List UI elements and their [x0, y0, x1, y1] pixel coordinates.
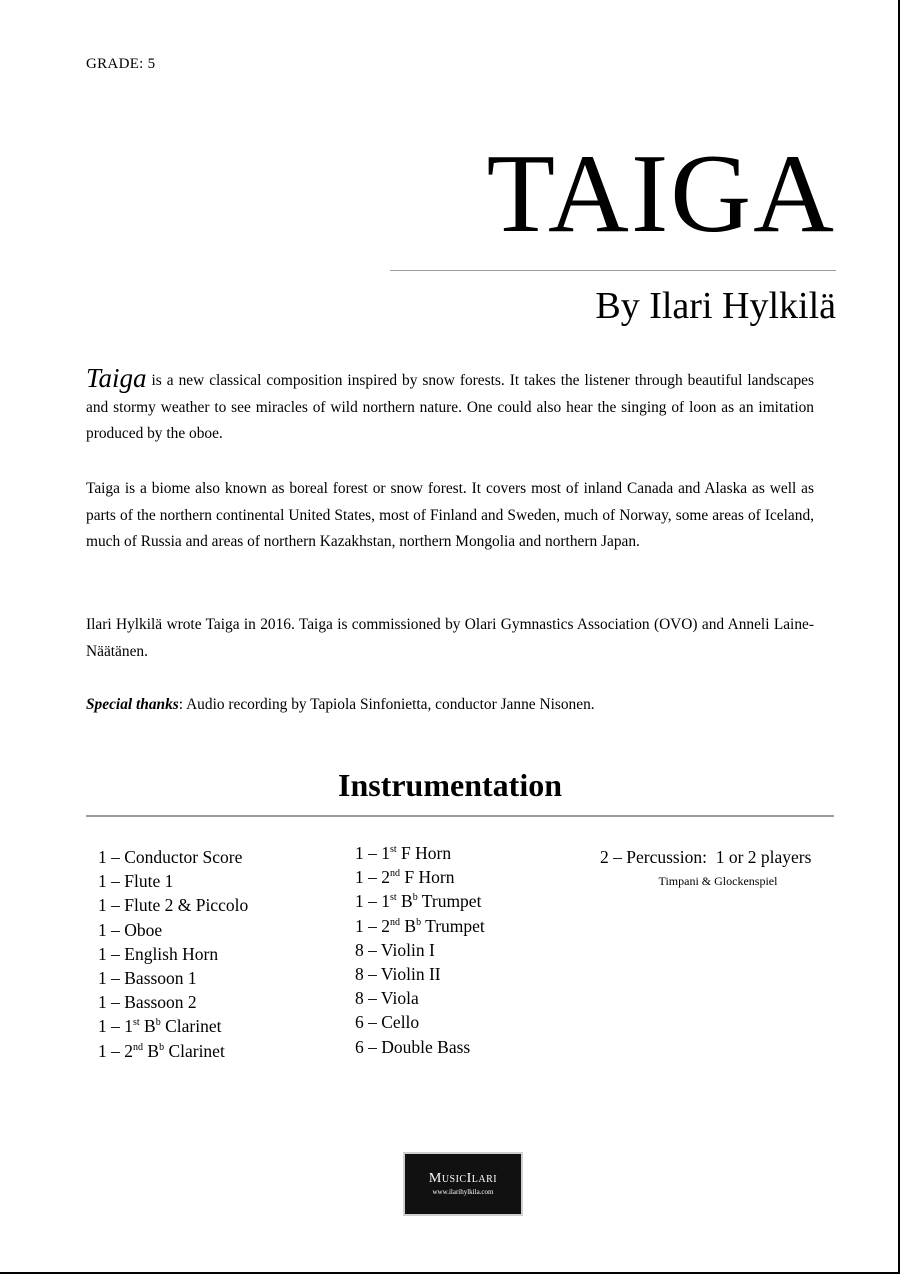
- thanks-text: : Audio recording by Tapiola Sinfonietta, conductor Janne Nisonen.: [178, 696, 595, 713]
- thanks-label: Special thanks: [86, 696, 179, 713]
- percussion-item: 2 – Percussion: 1 or 2 players: [600, 847, 812, 867]
- instrument-item: 1 – Oboe: [98, 919, 163, 940]
- logo-name: MusicIlari: [428, 1171, 498, 1186]
- instrumentation-heading: Instrumentation: [337, 767, 562, 803]
- instrument-item: 1 – 1st $B^b$ Trumpet: [355, 891, 482, 912]
- instrument-item: 1 – Bassoon 2: [98, 992, 197, 1013]
- intro-paragraph: [86, 365, 814, 448]
- instrument-item: 1 – 2nd F Horn: [355, 867, 455, 888]
- intro-lead-word: Taiga: [86, 363, 147, 393]
- publisher-logo: [405, 1154, 521, 1214]
- instrument-item: 1 – English Horn: [98, 943, 219, 964]
- instrument-item: 1 – 2nd $B^b$ Clarinet: [98, 1040, 225, 1061]
- instrument-item: 1 – 1st $B^b$ Clarinet: [98, 1016, 222, 1037]
- instrumentation-divider: [86, 815, 834, 817]
- logo-url: www.ilarihylkila.com: [432, 1188, 494, 1196]
- thanks-paragraph: [86, 692, 814, 719]
- instrument-item: 1 – 2nd $B^b$ Trumpet: [355, 915, 485, 936]
- commission-paragraph: Ilari Hylkilä wrote Taiga in 2016. Taiga is commissioned by Olari Gymnastics Association (OVO) and Anneli Laine-Näätänen.: [86, 616, 814, 660]
- instrument-item: 8 – Violin II: [355, 964, 441, 985]
- instrument-item: 8 – Violin I: [355, 939, 435, 960]
- percussion-detail: Timpani & Glockenspiel: [658, 874, 778, 888]
- composer-byline: By Ilari Hylkilä: [595, 285, 836, 327]
- instrument-item: 8 – Viola: [355, 988, 419, 1009]
- instrument-item: 1 – Bassoon 1: [98, 968, 197, 989]
- instrument-item: 1 – Flute 1: [98, 871, 174, 892]
- instrument-list-left: [98, 845, 248, 1063]
- biome-paragraph: Taiga is a biome also known as boreal forest or snow forest. It covers most of inland Canada and Alaska as well as parts of the northern continental United States, most of Finland and Sweden, much of Norway, some areas of Iceland, much of Russia and areas of northern Kazakhstan, northern Mongolia and northern Japan.: [86, 480, 814, 550]
- intro-text: is a new classical composition inspired by snow forests. It takes the listener through beautiful landscapes and stormy weather to see miracles of wild northern nature. One could also hear the singing of loon as an imitation produced by the oboe.: [86, 372, 814, 442]
- instrument-item: 1 – 1st F Horn: [355, 843, 452, 863]
- instrument-item: 6 – Double Bass: [355, 1036, 471, 1057]
- instrument-item: 1 – Flute 2 & Piccolo: [98, 895, 249, 916]
- grade-label: GRADE: 5: [86, 56, 156, 72]
- instrument-list-middle: [355, 841, 485, 1059]
- instrument-item: 6 – Cello: [355, 1012, 420, 1033]
- page-title: TAIGA: [486, 132, 836, 256]
- title-divider: [390, 270, 836, 271]
- instrument-item: 1 – Conductor Score: [98, 847, 243, 867]
